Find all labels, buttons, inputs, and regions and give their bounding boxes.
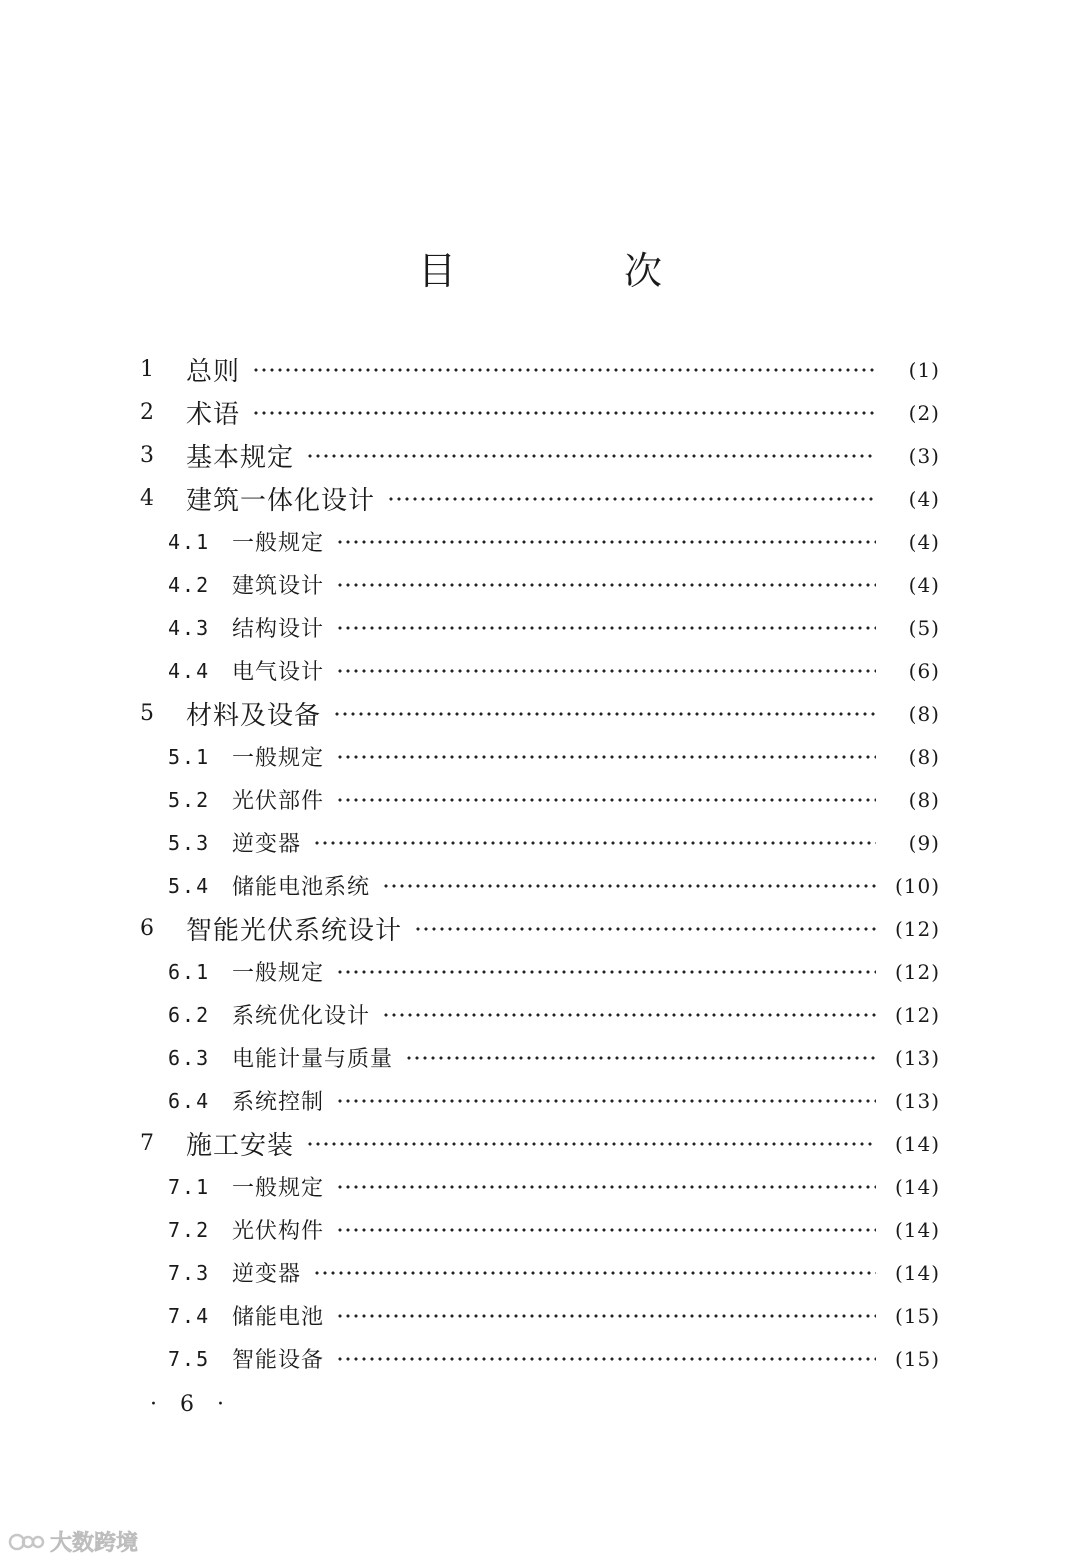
toc-entry-page: (14) <box>894 1260 940 1285</box>
toc-entry-page: (12) <box>894 1002 940 1027</box>
toc-entry[interactable] <box>0 1036 1080 1079</box>
toc-entry-number: 5.2 <box>168 787 211 812</box>
page-number: · 6 · <box>150 1392 232 1417</box>
toc-entry-page: (4) <box>908 486 940 511</box>
toc-entry-label: 基本规定 <box>186 443 295 473</box>
toc-entry-label: 建筑一体化设计 <box>186 486 376 516</box>
toc-entry-page: (5) <box>908 615 940 640</box>
toc-entry-number: 5.4 <box>168 873 211 898</box>
toc-entry-label: 电能计量与质量 <box>232 1047 394 1072</box>
toc-entry-number: 2 <box>140 400 154 425</box>
dot-leader <box>336 798 876 802</box>
watermark <box>8 1526 138 1557</box>
page-title: 目 次 <box>417 249 741 294</box>
toc-entry-number: 5 <box>140 701 154 726</box>
toc-entry-page: (14) <box>894 1174 940 1199</box>
dot-leader <box>336 970 876 974</box>
toc-entry-page: (12) <box>894 916 940 941</box>
toc-entry-number: 3 <box>140 443 154 468</box>
toc-entry[interactable] <box>0 649 1080 692</box>
toc-entry-number: 6.4 <box>168 1088 211 1113</box>
toc-entry[interactable] <box>0 1122 1080 1165</box>
toc-entry[interactable] <box>0 606 1080 649</box>
toc-entry-page: (14) <box>894 1131 940 1156</box>
table-of-contents <box>0 348 1080 1380</box>
toc-entry-page: (8) <box>908 787 940 812</box>
toc-entry-number: 5.1 <box>168 744 211 769</box>
toc-entry-number: 6.2 <box>168 1002 211 1027</box>
dot-leader <box>313 841 876 845</box>
toc-entry-label: 智能设备 <box>232 1348 325 1373</box>
toc-entry-page: (9) <box>908 830 940 855</box>
toc-entry-number: 4.4 <box>168 658 211 683</box>
watermark-text: 大数跨境 <box>50 1531 139 1556</box>
toc-entry-page: (13) <box>894 1045 940 1070</box>
toc-entry-label: 光伏构件 <box>232 1219 325 1244</box>
dot-leader <box>336 1099 876 1103</box>
toc-entry-label: 术语 <box>186 400 241 430</box>
toc-entry-page: (6) <box>908 658 940 683</box>
toc-entry-number: 4 <box>140 486 154 511</box>
toc-entry-page: (4) <box>908 572 940 597</box>
toc-entry[interactable] <box>0 520 1080 563</box>
toc-entry[interactable] <box>0 434 1080 477</box>
dot-leader <box>336 626 876 630</box>
toc-entry[interactable] <box>0 391 1080 434</box>
toc-entry[interactable] <box>0 477 1080 520</box>
dot-leader <box>252 368 876 372</box>
toc-entry-number: 7 <box>140 1131 154 1156</box>
dot-leader <box>336 755 876 759</box>
toc-entry[interactable] <box>0 950 1080 993</box>
toc-entry[interactable] <box>0 907 1080 950</box>
toc-entry[interactable] <box>0 1165 1080 1208</box>
toc-entry-number: 4.1 <box>168 529 211 554</box>
toc-entry[interactable] <box>0 692 1080 735</box>
toc-entry-label: 储能电池系统 <box>232 875 371 900</box>
dot-leader <box>306 1142 876 1146</box>
toc-entry-label: 总则 <box>186 357 241 387</box>
toc-entry[interactable] <box>0 735 1080 778</box>
toc-entry-number: 6 <box>140 916 154 941</box>
toc-entry[interactable] <box>0 1079 1080 1122</box>
dot-leader <box>336 540 876 544</box>
dot-leader <box>382 884 876 888</box>
toc-entry-page: (12) <box>894 959 940 984</box>
toc-entry-number: 6.1 <box>168 959 211 984</box>
toc-entry-label: 电气设计 <box>232 660 325 685</box>
dot-leader <box>306 454 876 458</box>
toc-entry-label: 储能电池 <box>232 1305 325 1330</box>
toc-entry-label: 逆变器 <box>232 832 302 857</box>
toc-entry-label: 一般规定 <box>232 961 325 986</box>
dot-leader <box>336 1228 876 1232</box>
toc-entry-page: (2) <box>908 400 940 425</box>
dot-leader <box>382 1013 876 1017</box>
dot-leader <box>387 497 876 501</box>
toc-entry-page: (8) <box>908 744 940 769</box>
dot-leader <box>414 927 876 931</box>
toc-entry-number: 7.3 <box>168 1260 211 1285</box>
toc-entry-label: 智能光伏系统设计 <box>186 916 403 946</box>
toc-entry-label: 结构设计 <box>232 617 325 642</box>
toc-entry-page: (1) <box>908 357 940 382</box>
toc-entry-label: 施工安装 <box>186 1131 295 1161</box>
dot-leader <box>336 669 876 673</box>
toc-entry-number: 4.3 <box>168 615 211 640</box>
toc-entry[interactable] <box>0 348 1080 391</box>
toc-entry[interactable] <box>0 778 1080 821</box>
toc-entry-page: (8) <box>908 701 940 726</box>
toc-entry-page: (10) <box>894 873 940 898</box>
toc-entry[interactable] <box>0 993 1080 1036</box>
dot-leader <box>336 1357 876 1361</box>
dot-leader <box>333 712 876 716</box>
toc-entry-number: 7.2 <box>168 1217 211 1242</box>
toc-entry-number: 7.5 <box>168 1346 211 1371</box>
toc-entry-label: 建筑设计 <box>232 574 325 599</box>
toc-entry[interactable] <box>0 563 1080 606</box>
dot-leader <box>336 1185 876 1189</box>
toc-entry-label: 光伏部件 <box>232 789 325 814</box>
toc-entry[interactable] <box>0 1251 1080 1294</box>
toc-entry[interactable] <box>0 864 1080 907</box>
brand-logo-icon <box>8 1531 46 1553</box>
dot-leader <box>252 411 876 415</box>
toc-entry-label: 材料及设备 <box>186 701 322 731</box>
toc-entry[interactable] <box>0 1337 1080 1380</box>
toc-entry-number: 1 <box>140 357 154 382</box>
toc-entry-label: 系统控制 <box>232 1090 325 1115</box>
toc-entry-label: 系统优化设计 <box>232 1004 371 1029</box>
toc-entry-label: 一般规定 <box>232 1176 325 1201</box>
toc-entry[interactable] <box>0 821 1080 864</box>
toc-entry-page: (4) <box>908 529 940 554</box>
dot-leader <box>405 1056 876 1060</box>
toc-entry-label: 一般规定 <box>232 531 325 556</box>
toc-entry-page: (3) <box>908 443 940 468</box>
toc-entry-label: 一般规定 <box>232 746 325 771</box>
toc-entry[interactable] <box>0 1208 1080 1251</box>
toc-entry-label: 逆变器 <box>232 1262 302 1287</box>
dot-leader <box>336 583 876 587</box>
toc-entry-number: 5.3 <box>168 830 211 855</box>
toc-entry-number: 4.2 <box>168 572 211 597</box>
toc-entry-number: 6.3 <box>168 1045 211 1070</box>
toc-entry-page: (15) <box>894 1303 940 1328</box>
toc-entry-page: (15) <box>894 1346 940 1371</box>
dot-leader <box>313 1271 876 1275</box>
toc-entry-page: (14) <box>894 1217 940 1242</box>
toc-entry-number: 7.1 <box>168 1174 211 1199</box>
toc-entry[interactable] <box>0 1294 1080 1337</box>
dot-leader <box>336 1314 876 1318</box>
toc-entry-page: (13) <box>894 1088 940 1113</box>
toc-entry-number: 7.4 <box>168 1303 211 1328</box>
